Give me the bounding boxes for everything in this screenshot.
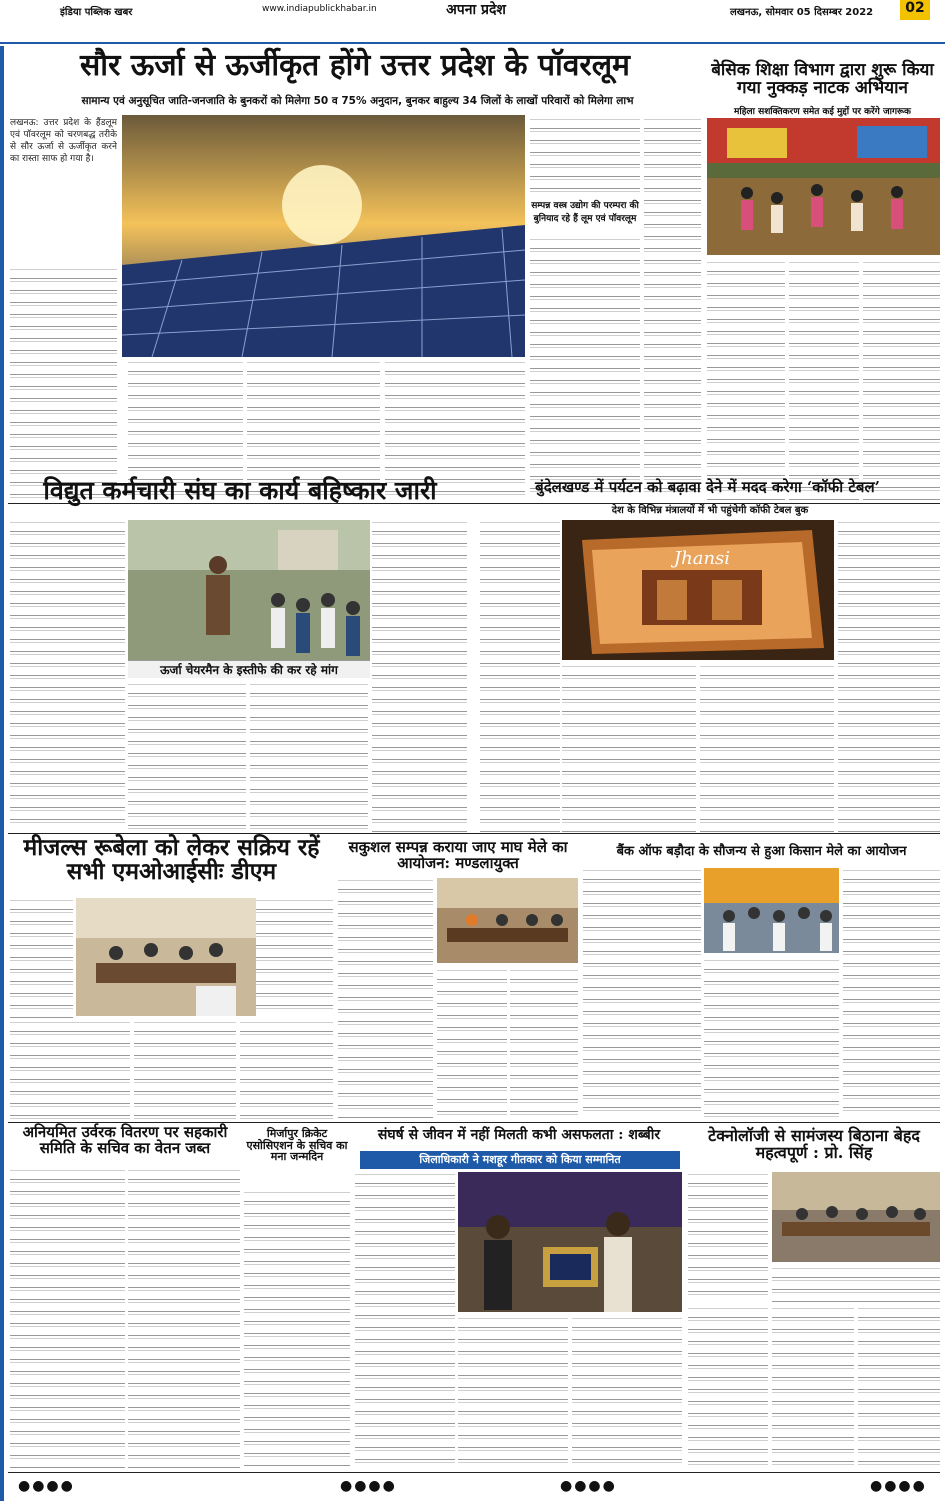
coffee-col-2	[562, 664, 696, 832]
coffee-col-3	[700, 664, 834, 832]
solar-col-5b	[530, 237, 640, 500]
tech-headline: टेक्नोलॉजी से सामंजस्य बिठाना बेहद महत्वपूर्ण : प्रो. सिंह	[708, 1126, 920, 1162]
nukkad-col-3	[863, 260, 940, 500]
urvarak-headline: अनियमित उर्वरक वितरण पर सहकारी समिति के सचिव का वेतन जब्त	[22, 1123, 228, 1157]
rubella-col-2	[256, 898, 333, 1016]
vidyut-col-2	[128, 682, 246, 832]
shabbir-col-3	[572, 1316, 682, 1468]
page-number: 02	[900, 0, 930, 20]
tech-col-2	[772, 1266, 940, 1302]
magh-headline: सकुशल सम्पन्न कराया जाए माघ मेले का आयोजन: मण्डलायुक्त	[348, 838, 568, 872]
footer-dots: ●●●●	[18, 1478, 75, 1494]
shabbir-subhead: जिलाधिकारी ने मशहूर गीतकार को किया सम्मानित	[360, 1151, 680, 1169]
urvarak-col-1	[10, 1168, 125, 1468]
left-accent-bar	[0, 46, 4, 1501]
solar-col-1	[10, 267, 117, 500]
tech-col-1	[688, 1172, 768, 1302]
magh-col-2	[437, 968, 507, 1118]
urvarak-col-2	[128, 1168, 240, 1468]
tech-seminar-photo	[772, 1172, 940, 1262]
coffee-col-4	[838, 520, 940, 832]
cricket-headline: मिर्जापुर क्रिकेट एसोसिएशन के सचिव का मना जन्मदिन	[246, 1127, 348, 1164]
magh-meeting-photo	[437, 878, 578, 963]
footer-dots: ●●●●	[560, 1478, 617, 1494]
solar-panels-photo	[122, 115, 525, 357]
vidyut-caption: ऊर्जा चेयरमैन के इस्तीफे की कर रहे मांग	[128, 660, 370, 678]
tech-col-3	[688, 1306, 768, 1468]
shabbir-col-2	[458, 1316, 568, 1468]
coffee-subhead: देश के विभिन्न मंत्रालयों में भी पहुंचेगी कॉफी टेबल बुक	[611, 505, 809, 516]
solar-lead: लखनऊ: उत्तर प्रदेश के हैंडलूम एवं पॉवरलूम को चरणबद्ध तरीके से सौर ऊर्जा से ऊर्जीकृत करने का रास्ता साफ हो गया है।	[10, 118, 117, 164]
solar-subhead: सामान्य एवं अनुसूचित जाति-जनजाति के बुनकरों को मिलेगा 50 व 75% अनुदान, बुनकर बाहुल्य 34 जिलों के लाखों परिवारों को मिलेगा लाभ	[81, 95, 634, 107]
rubella-headline: मीजल्स रूबेला को लेकर सक्रिय रहें सभी एमओआईसीः डीएम	[23, 834, 320, 886]
rubella-col-4	[134, 1020, 236, 1120]
vidyut-col-4	[372, 520, 467, 832]
nukkad-event-photo	[707, 118, 940, 255]
bob-event-photo	[704, 868, 839, 953]
solar-col-6	[644, 117, 701, 500]
page-header	[0, 0, 945, 44]
shabbir-col-1	[355, 1172, 455, 1468]
vidyut-protest-photo	[128, 520, 370, 660]
solar-col-5a	[530, 117, 640, 194]
nukkad-col-2	[789, 260, 859, 500]
coffee-headline: बुंदेलखण्ड में पर्यटन को बढ़ावा देने में मदद करेगा ‘कॉफी टेबल’	[535, 478, 880, 496]
shabbir-headline: संघर्ष से जीवन में नहीं मिलती कभी असफलता : शब्बीर	[377, 1127, 661, 1143]
solar-headline: सौर ऊर्जा से ऊर्जीकृत होंगे उत्तर प्रदेश के पॉवरलूम	[80, 48, 630, 83]
rubella-meeting-photo	[76, 898, 256, 1016]
rubella-col-3	[10, 1020, 130, 1120]
nukkad-col-1	[707, 260, 785, 500]
issue-date: लखनऊ, सोमवार 05 दिसम्बर 2022	[730, 7, 874, 18]
coffee-book-photo	[562, 520, 834, 660]
bob-col-2	[704, 958, 839, 1118]
footer-dots: ●●●●	[340, 1478, 397, 1494]
nukkad-subhead: महिला सशक्तिकरण समेत कई मुद्दों पर करेंगे जागरूक	[734, 107, 911, 117]
vidyut-col-3	[250, 682, 368, 832]
bob-col-3	[843, 868, 940, 1118]
bob-headline: बैंक ऑफ बड़ौदा के सौजन्य से हुआ किसान मेले का आयोजन	[616, 844, 907, 859]
magh-col-1	[338, 878, 433, 1118]
bob-col-1	[583, 868, 701, 1118]
book-title: Jhansi	[673, 548, 731, 569]
solar-mid-head: सम्पन्न वस्त्र उद्योग की परम्परा की बुनियाद रहे हैं लूम एवं पॉवरलूम	[531, 201, 639, 224]
footer-rule	[8, 1472, 940, 1473]
cricket-col-1	[244, 1190, 350, 1468]
footer-dots: ●●●●	[870, 1478, 927, 1494]
nukkad-headline: बेसिक शिक्षा विभाग द्वारा शुरू किया गया नुक्कड़ नाटक अभियान	[711, 60, 934, 98]
tech-col-5	[858, 1306, 940, 1468]
magh-col-3	[510, 968, 578, 1118]
tech-col-4	[772, 1306, 854, 1468]
shabbir-felicitation-photo	[458, 1172, 682, 1312]
vidyut-col-1	[10, 520, 125, 830]
rubella-col-5	[240, 1020, 333, 1120]
masthead: इंडिया पब्लिक खबर	[60, 7, 133, 18]
website-url[interactable]: www.indiapublickhabar.in	[262, 4, 377, 14]
coffee-col-1	[480, 520, 560, 832]
section-title: अपना प्रदेश	[446, 2, 506, 18]
vidyut-headline: विद्युत कर्मचारी संघ का कार्य बहिष्कार जारी	[43, 476, 437, 505]
